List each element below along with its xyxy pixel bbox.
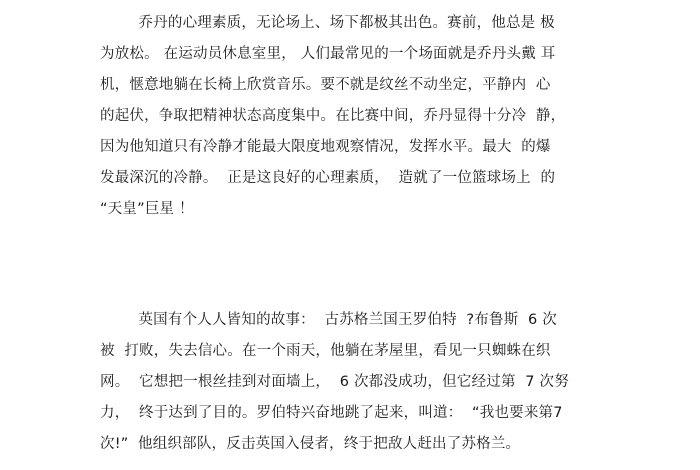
text-line: 力， 终于达到了目的。罗伯特兴奋地跳了起来，叫道： “我也要来第7 — [100, 405, 563, 421]
text-line: 被 打败，失去信心。在一个雨天，他躺在茅屋里，看见一只蜘蛛在织 — [100, 343, 551, 359]
text-line: 乔丹的心理素质，无论场上、场下都极其出色。赛前，他总是 极 — [100, 15, 555, 31]
text-line: 发最深沉的冷静。 正是这良好的心理素质， 造就了一位篮球场上 的 — [100, 170, 556, 186]
text-line: 英国有个人人皆知的故事： 古苏格兰国王罗伯特 ?布鲁斯 6 次 — [100, 312, 557, 328]
text-line: 机，惬意地躺在长椅上欣赏音乐。要不就是纹丝不动坐定，平静内 心 — [100, 77, 551, 93]
text-line: “天皇”巨星 ！ — [100, 201, 194, 217]
text-line: 因为他知道只有冷静才能最大限度地观察情况，发挥水平。最大 的爆 — [100, 139, 551, 155]
paragraph-jordan — [100, 8, 610, 225]
text-line: 为放松。 在运动员休息室里， 人们最常见的一个场面就是乔丹头戴 耳 — [100, 46, 556, 62]
paragraph-robert-bruce — [100, 305, 610, 460]
text-line: 网。 它想把一根丝挂到对面墙上， 6 次都没成功，但它经过第 7 次努 — [100, 374, 569, 390]
text-line: 的起伏，争取把精神状态高度集中。在比赛中间，乔丹显得十分冷 静， — [100, 108, 566, 124]
text-line: 次!” 他组织部队，反击英国入侵者，终于把敌人赶出了苏格兰。 — [100, 436, 521, 452]
